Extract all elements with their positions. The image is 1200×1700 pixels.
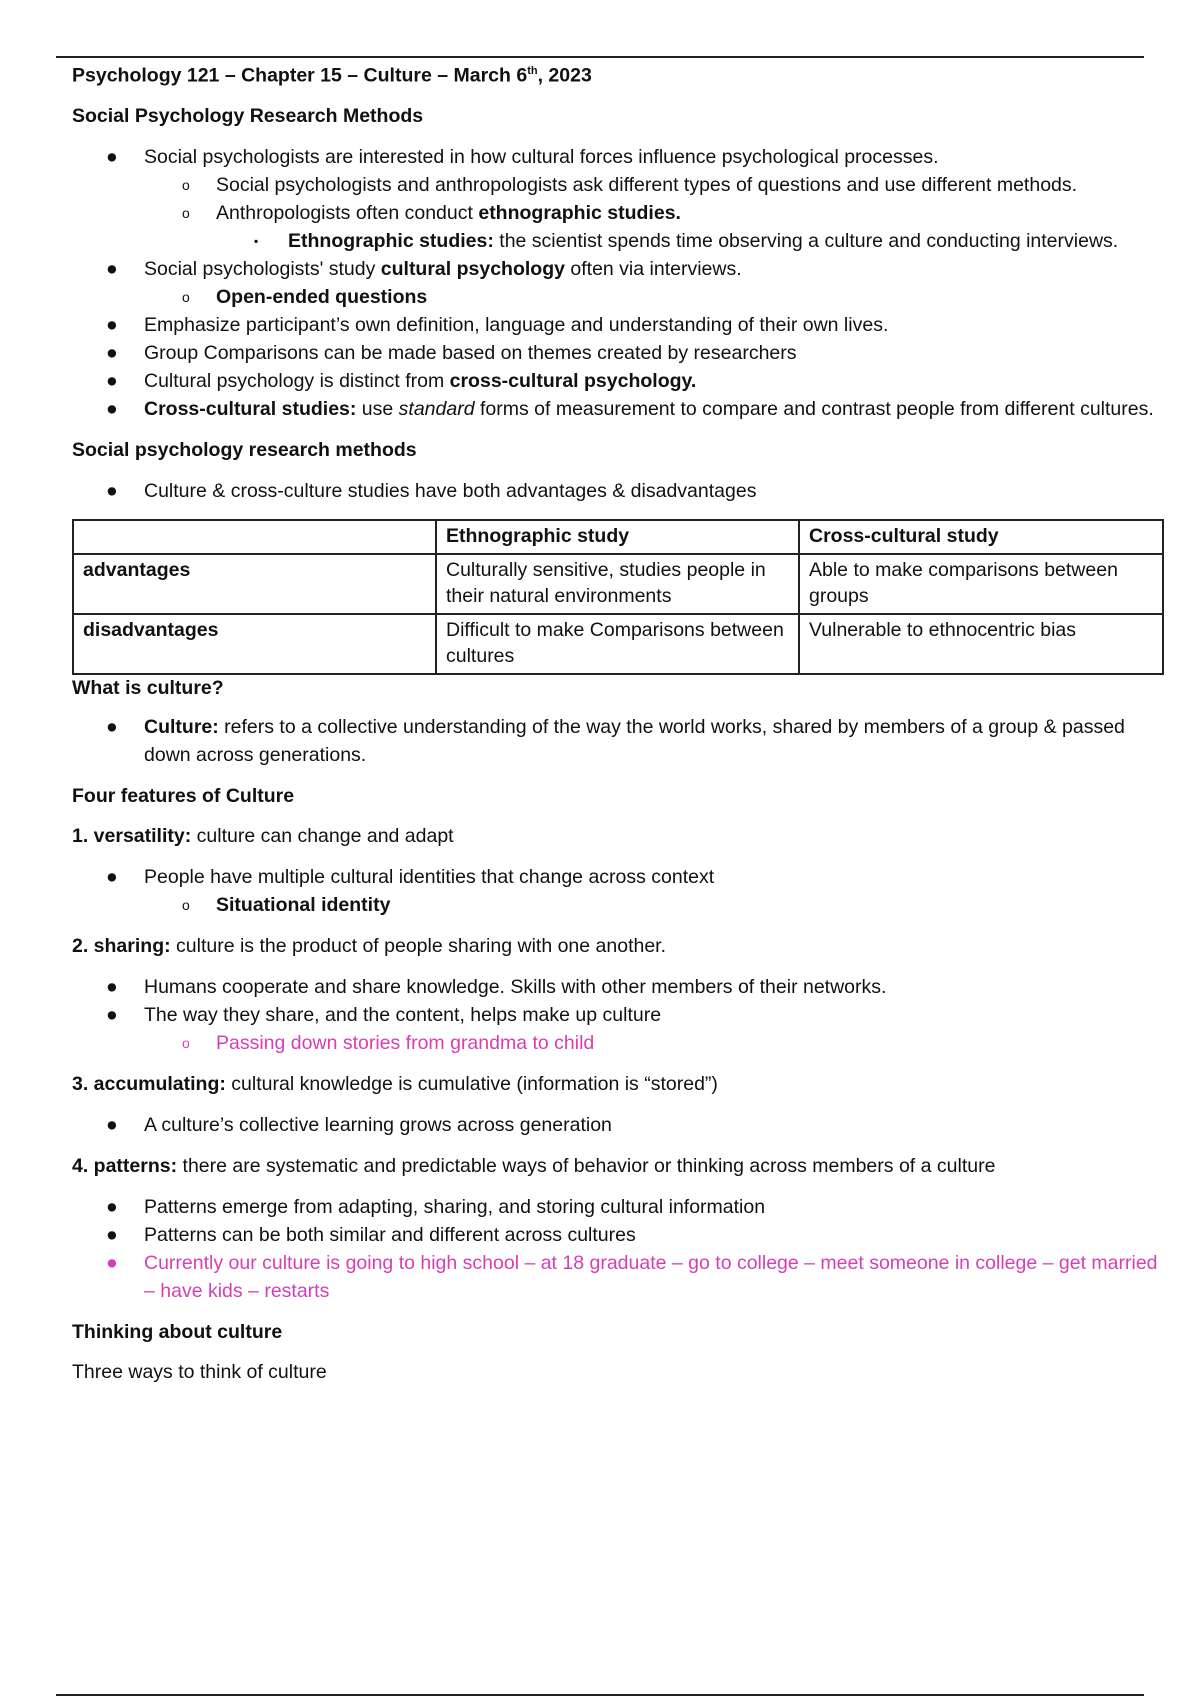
list-item: ● Culture: refers to a collective understanding of the way the world works, shared by members of a group & passed down across generations. — [72, 713, 1162, 769]
list-item: o Situational identity — [72, 891, 1162, 919]
feature-sharing: 2. sharing: culture is the product of people sharing with one another. — [72, 934, 667, 957]
list-item: ● Social psychologists' study cultural psychology often via interviews. — [72, 255, 1162, 283]
list-item-annotation: o Passing down stories from grandma to child — [72, 1029, 1162, 1057]
bullet-icon: ● — [106, 1223, 118, 1246]
circle-bullet-icon: o — [182, 288, 190, 305]
list-item: ● Patterns can be both similar and different across cultures — [72, 1221, 1162, 1249]
list-item: ● Culture & cross-culture studies have both advantages & disadvantages — [72, 477, 1162, 505]
thinking-text: Three ways to think of culture — [72, 1360, 327, 1383]
bullet-icon: ● — [106, 313, 118, 336]
research-methods-list — [72, 143, 1162, 423]
circle-bullet-icon: o — [182, 176, 190, 193]
bullet-icon: ● — [106, 1195, 118, 1218]
circle-bullet-icon: o — [182, 1034, 190, 1051]
table-cell: Difficult to make Comparisons between cultures — [436, 614, 799, 674]
research-methods-list-2 — [72, 477, 1162, 505]
section-heading-four-features: Four features of Culture — [72, 784, 295, 807]
list-item: o Open-ended questions — [72, 283, 1162, 311]
table-row — [73, 554, 1163, 614]
section-heading-thinking-about-culture: Thinking about culture — [72, 1320, 283, 1343]
table-header-cell — [73, 520, 436, 554]
table-cell: disadvantages — [73, 614, 436, 674]
list-item: ● The way they share, and the content, helps make up culture — [72, 1001, 1162, 1029]
bullet-icon: ● — [106, 715, 118, 738]
bullet-icon: ● — [106, 397, 118, 420]
feature-versatility: 1. versatility: culture can change and adapt — [72, 824, 454, 847]
sharing-list — [72, 973, 1162, 1057]
bullet-icon: ● — [106, 1113, 118, 1136]
list-item: ● A culture’s collective learning grows across generation — [72, 1111, 1162, 1139]
circle-bullet-icon: o — [182, 204, 190, 221]
bullet-icon: ● — [106, 479, 118, 502]
list-item: ▪ Ethnographic studies: the scientist spends time observing a culture and conducting interviews. — [72, 227, 1162, 255]
bullet-icon: ● — [106, 1251, 118, 1274]
bullet-icon: ● — [106, 1003, 118, 1026]
table-header-cell: Cross-cultural study — [799, 520, 1163, 554]
bullet-icon: ● — [106, 341, 118, 364]
table-row — [73, 614, 1163, 674]
comparison-table — [72, 519, 1164, 675]
list-item: o Anthropologists often conduct ethnographic studies. — [72, 199, 1162, 227]
patterns-list — [72, 1193, 1162, 1305]
list-item: ● Social psychologists are interested in how cultural forces influence psychological processes. — [72, 143, 1162, 171]
section-heading-research-methods: Social Psychology Research Methods — [72, 104, 424, 127]
list-item: ● People have multiple cultural identities that change across context — [72, 863, 1162, 891]
feature-patterns: 4. patterns: there are systematic and predictable ways of behavior or thinking across members of a culture — [72, 1154, 996, 1177]
versatility-list — [72, 863, 1162, 919]
bullet-icon: ● — [106, 865, 118, 888]
table-cell: Culturally sensitive, studies people in their natural environments — [436, 554, 799, 614]
table-header-row — [73, 520, 1163, 554]
table-header-cell: Ethnographic study — [436, 520, 799, 554]
bullet-icon: ● — [106, 145, 118, 168]
list-item: o Social psychologists and anthropologists ask different types of questions and use different methods. — [72, 171, 1162, 199]
bullet-icon: ● — [106, 257, 118, 280]
accumulating-list — [72, 1111, 1162, 1139]
list-item: ● Humans cooperate and share knowledge. Skills with other members of their networks. — [72, 973, 1162, 1001]
list-item: ● Emphasize participant’s own definition, language and understanding of their own lives. — [72, 311, 1162, 339]
bottom-rule — [56, 1694, 1144, 1696]
document-page — [72, 58, 1162, 1399]
table-cell: Able to make comparisons between groups — [799, 554, 1163, 614]
list-item: ● Cross-cultural studies: use standard forms of measurement to compare and contrast people from different cultures. — [72, 395, 1162, 423]
table-cell: advantages — [73, 554, 436, 614]
list-item: ● Cultural psychology is distinct from cross-cultural psychology. — [72, 367, 1162, 395]
culture-definition-list — [72, 713, 1162, 769]
bullet-icon: ● — [106, 369, 118, 392]
section-heading-research-methods-2: Social psychology research methods — [72, 438, 417, 461]
table-cell: Vulnerable to ethnocentric bias — [799, 614, 1163, 674]
feature-accumulating: 3. accumulating: cultural knowledge is cumulative (information is “stored”) — [72, 1072, 718, 1095]
section-heading-what-is-culture: What is culture? — [72, 676, 224, 699]
list-item-annotation: ● Currently our culture is going to high school – at 18 graduate – go to college – meet someone in college – get married – have kids – restarts — [72, 1249, 1162, 1305]
page-title: Psychology 121 – Chapter 15 – Culture – March 6th, 2023 — [72, 64, 592, 87]
list-item: ● Group Comparisons can be made based on themes created by researchers — [72, 339, 1162, 367]
circle-bullet-icon: o — [182, 896, 190, 913]
list-item: ● Patterns emerge from adapting, sharing, and storing cultural information — [72, 1193, 1162, 1221]
square-bullet-icon: ▪ — [254, 233, 259, 248]
bullet-icon: ● — [106, 975, 118, 998]
